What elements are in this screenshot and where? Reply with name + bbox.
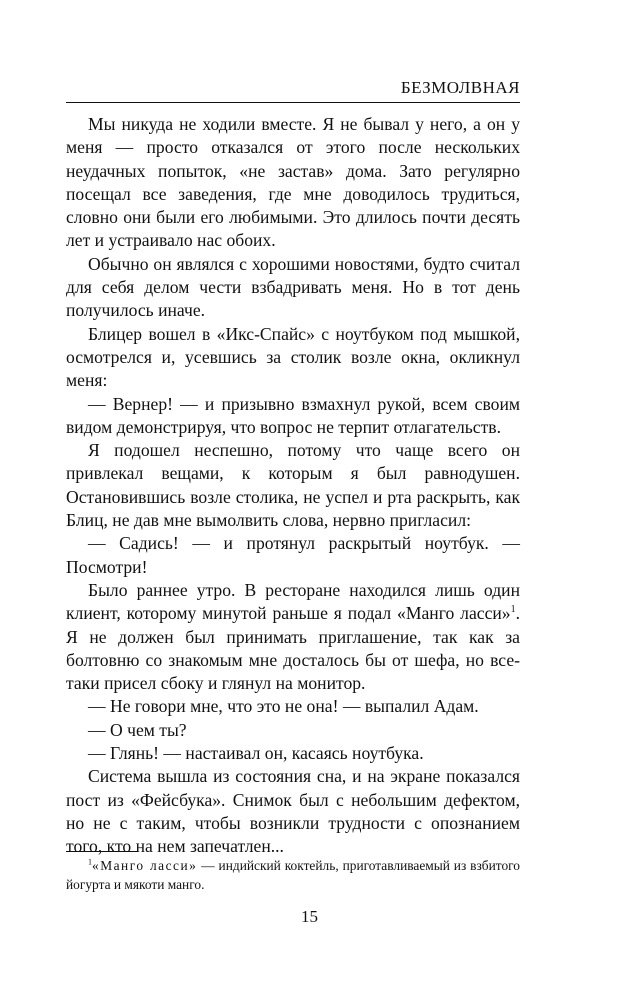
footnote bbox=[66, 856, 520, 894]
footnote-mark: 1 bbox=[88, 857, 92, 867]
footnote-reference: 1 bbox=[510, 604, 516, 616]
paragraph-text-after: . Я не должен был принимать приглашение, так как за болтовню со знакомым мне досталось бы от шефа, но все-таки присел сбоку и глянул на монитор. bbox=[66, 603, 520, 694]
paragraph: Обычно он являлся с хорошими новостями, будто считал для себя делом чести взбадривать меня. Но в тот день получилось иначе. bbox=[66, 253, 520, 321]
footnote-text: — индийский коктейль, приготавливаемый из взбитого йогурта и мякоти манго. bbox=[66, 858, 520, 892]
running-head bbox=[66, 78, 520, 103]
paragraph: — Не говори мне, что это не она! — выпалил Адам. bbox=[88, 696, 479, 717]
running-head-title: БЕЗМОЛВНАЯ bbox=[400, 78, 520, 97]
paragraph: Я подошел неспешно, потому что чаще всего он привлекал вещами, к которым я был равнодушен. Остановившись возле столика, не успел и рта раскрыть, как Блиц, не дав мне вымолвить слова, нервно пригласил: bbox=[66, 440, 520, 531]
page-number: 15 bbox=[301, 907, 318, 926]
paragraph: Мы никуда не ходили вместе. Я не бывал у него, а он у меня — просто отказался от этого после нескольких неудачных попыток, «не застав» дома. Зато регулярно посещал все заведения, где мне доводилось трудиться, словно они были его любимыми. Это длилось почти десять лет и устраивало нас обоих. bbox=[66, 114, 520, 251]
paragraph: Система вышла из состояния сна, и на экране показался пост из «Фейсбука». Снимок был с небольшим дефектом, но не с таким, чтобы возникли трудности с опознанием того, кто на нем запечатлен... bbox=[66, 766, 520, 857]
paragraph: Блицер вошел в «Икс-Спайс» с ноутбуком под мышкой, осмотрелся и, усевшись за столик возле окна, окликнул меня: bbox=[66, 323, 520, 391]
paragraph: — Садись! — и протянул раскрытый ноутбук. — Посмотри! bbox=[66, 533, 520, 577]
paragraph: — Глянь! — настаивал он, касаясь ноутбука. bbox=[88, 743, 424, 764]
paragraph: — О чем ты? bbox=[88, 719, 187, 740]
body-text bbox=[66, 113, 520, 859]
footnote-divider bbox=[66, 851, 138, 852]
footnote-term: «Манго ласси» bbox=[92, 858, 198, 873]
paragraph: — Вернер! — и призывно взмахнул рукой, всем своим видом демонстрируя, что вопрос не терпит отлагательств. bbox=[66, 393, 520, 437]
paragraph-with-footnote bbox=[66, 579, 520, 695]
paragraph-text-before: Было раннее утро. В ресторане находился лишь один клиент, которому минутой раньше я подал «Манго ласси» bbox=[66, 579, 520, 624]
